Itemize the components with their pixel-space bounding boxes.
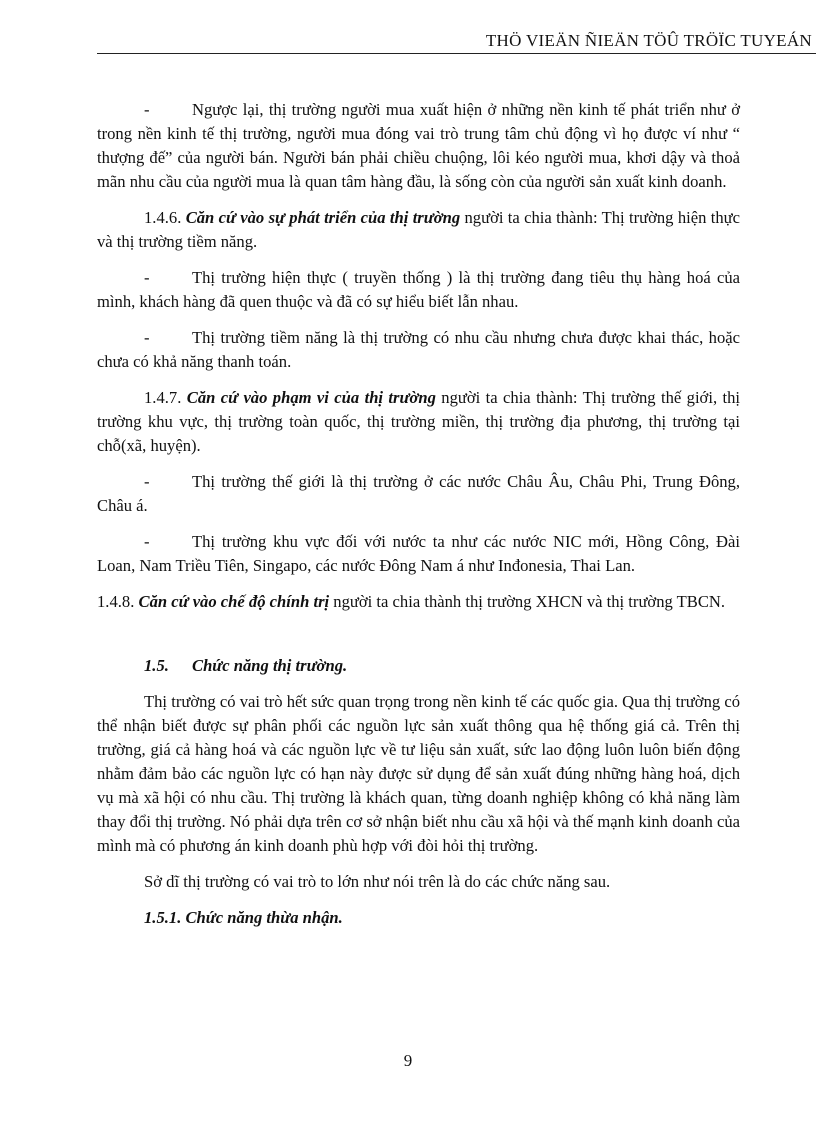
header-rule bbox=[97, 53, 816, 54]
paragraph-functions-intro: Sở dĩ thị trường có vai trò to lớn như nói trên là do các chức năng sau. bbox=[144, 872, 611, 891]
paragraph-world-market: - Thị trường thế giới là thị trường ở các nước Châu Âu, Châu Phi, Trung Đông, Châu á. bbox=[97, 472, 740, 515]
section-1-5-heading: 1.5. Chức năng thị trường. bbox=[144, 656, 348, 675]
section-heading: Căn cứ vào sự phát triển của thị trường bbox=[185, 208, 461, 227]
paragraph-potential-market: - Thị trường tiềm năng là thị trường có nhu cầu nhưng chưa được khai thác, hoặc chưa có khả năng thanh toán. bbox=[97, 328, 740, 371]
running-header: THÖ VIEÄN ÑIEÄN TÖÛ TRÖÏC TUYEÁN bbox=[485, 31, 812, 50]
page-content bbox=[97, 98, 740, 930]
paragraph-buyer-market: - Ngược lại, thị trường người mua xuất hiện ở những nền kinh tế phát triển như ở trong nền kinh tế thị trường, người mua đóng vai trò trung tâm chủ động vì họ được ví như “ thượng đế” của người bán. Người bán phải chiều chuộng, lôi kéo người mua, khơi dậy và thoả mãn nhu cầu của người mua là quan tâm hàng đầu, là sống còn của người sản xuất kinh doanh. bbox=[97, 100, 740, 191]
section-heading: Căn cứ vào chế độ chính trị bbox=[138, 592, 330, 611]
section-heading: Căn cứ vào phạm vi của thị trường bbox=[186, 388, 436, 407]
section-1-4-7: 1.4.7. Căn cứ vào phạm vi của thị trường người ta chia thành: Thị trường thế giới, thị trường khu vực, thị trường toàn quốc, thị trường miền, thị trường địa phương, thị trường tại chỗ(xã, huyện). bbox=[97, 388, 741, 455]
section-1-4-8: 1.4.8. Căn cứ vào chế độ chính trị người ta chia thành thị trường XHCN và thị trường TBCN. bbox=[97, 592, 726, 611]
paragraph-current-market: - Thị trường hiện thực ( truyền thống ) là thị trường đang tiêu thụ hàng hoá của mình, khách hàng đã quen thuộc và đã có sự hiểu biết lẫn nhau. bbox=[97, 268, 740, 311]
paragraph-regional-market: - Thị trường khu vực đối với nước ta như các nước NIC mới, Hồng Công, Đài Loan, Nam Triều Tiên, Singapo, các nước Đông Nam á như Inđonesia, Thai Lan. bbox=[97, 532, 740, 575]
section-1-4-6: 1.4.6. Căn cứ vào sự phát triển của thị trường người ta chia thành: Thị trường hiện thực và thị trường tiềm năng. bbox=[97, 208, 740, 251]
paragraph-market-role: Thị trường có vai trò hết sức quan trọng trong nền kinh tế các quốc gia. Qua thị trường có thể nhận biết được sự phân phối các nguồn lực sản xuất thông qua hệ thống giá cả. Trên thị trường, giá cả hàng hoá và các nguồn lực về tư liệu sản xuất, sức lao động luôn luôn biến động nhằm đảm bảo các nguồn lực có hạn này được sử dụng để sản xuất đúng những hàng hoá, dịch vụ mà xã hội có nhu cầu. Thị trường là khách quan, từng doanh nghiệp không có khả năng làm thay đổi thị trường. Nó phải dựa trên cơ sở nhận biết nhu cầu xã hội và thế mạnh kinh doanh của mình mà có phương án kinh doanh phù hợp với đòi hỏi thị trường. bbox=[97, 692, 740, 855]
section-1-5-1-heading: 1.5.1. Chức năng thừa nhận. bbox=[144, 908, 343, 927]
page-number: 9 bbox=[403, 1051, 413, 1070]
